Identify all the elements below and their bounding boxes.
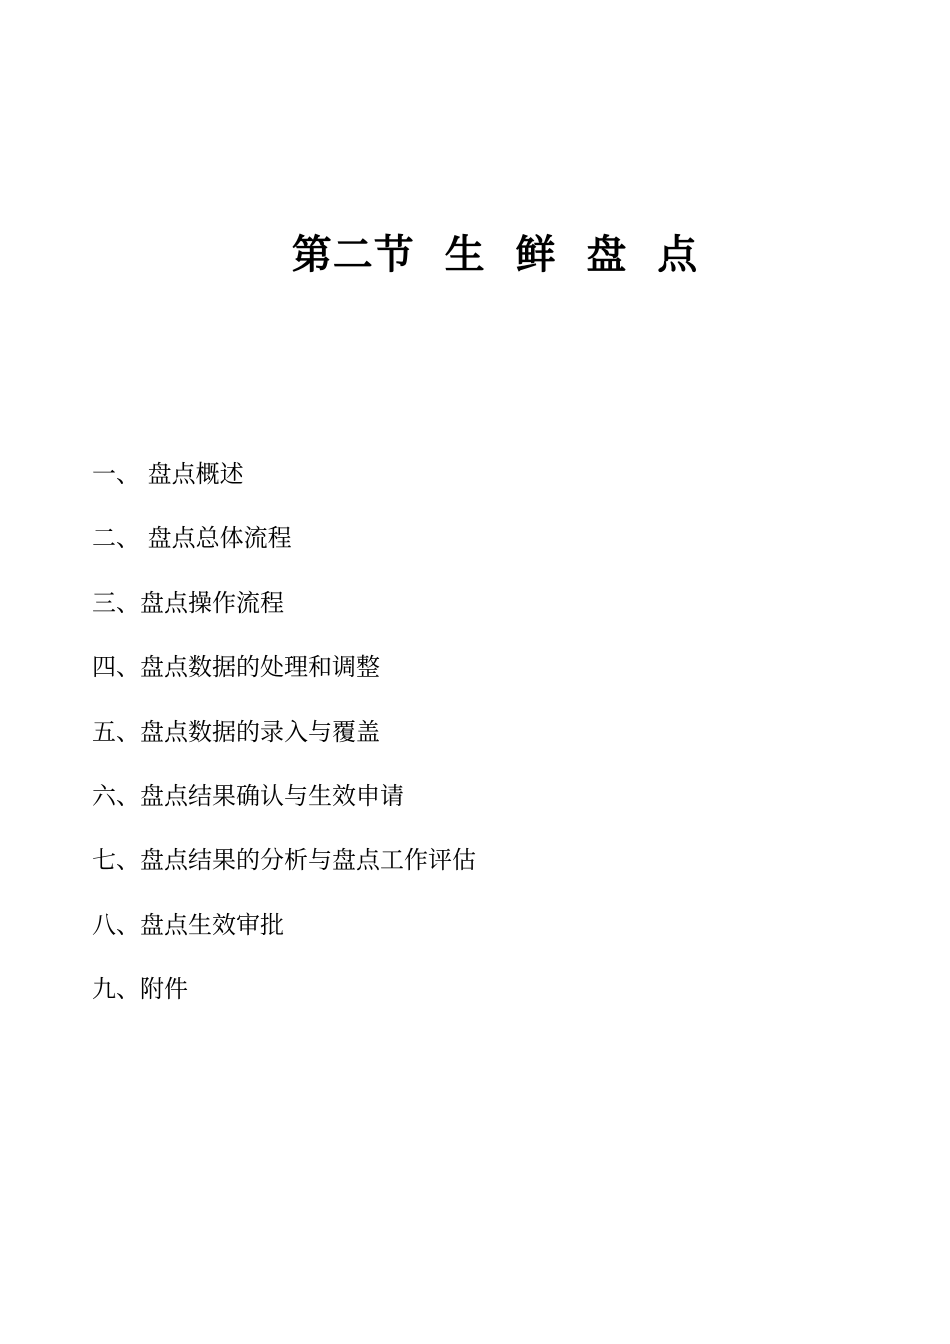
toc-item-7: 七、盘点结果的分析与盘点工作评估 — [92, 846, 476, 875]
table-of-contents — [92, 454, 476, 1034]
toc-item-6: 六、盘点结果确认与生效申请 — [92, 781, 404, 810]
toc-item-9: 九、附件 — [92, 975, 188, 1004]
toc-item-4: 四、盘点数据的处理和调整 — [92, 653, 380, 682]
toc-item-2: 二、 盘点总体流程 — [92, 524, 292, 553]
toc-item-1: 一、 盘点概述 — [92, 460, 244, 488]
toc-item-5: 五、盘点数据的录入与覆盖 — [92, 717, 380, 746]
toc-item-8: 八、盘点生效审批 — [92, 910, 284, 939]
section-title: 第二节 生 鲜 盘 点 — [291, 231, 699, 278]
toc-item-3: 三、盘点操作流程 — [92, 588, 284, 617]
